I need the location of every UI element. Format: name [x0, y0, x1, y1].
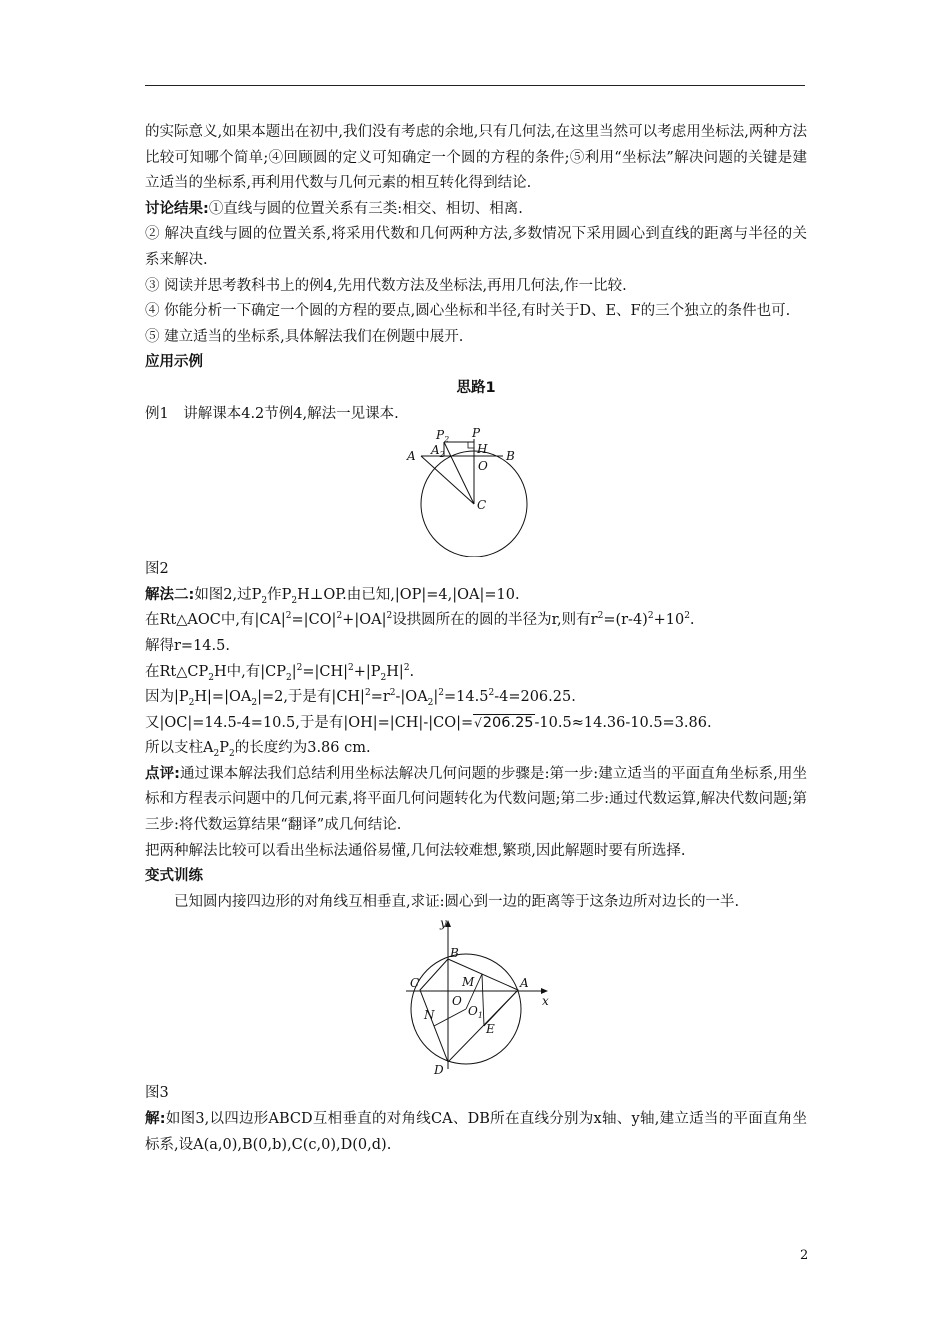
- discussion-result-1: 讨论结果:①直线与圆的位置关系有三类:相交、相切、相离.: [145, 200, 523, 217]
- figure-3-caption: 图3: [145, 1085, 169, 1102]
- solution-2-line-3: 解得r=14.5.: [145, 637, 230, 654]
- page-number: 2: [800, 1248, 809, 1263]
- square-root: √206.25: [474, 714, 534, 731]
- fig2-label-o: O: [478, 459, 488, 474]
- fig3-label-o1: $O_1$: [468, 1004, 483, 1021]
- solution-paragraph: 解:如图3,以四边形ABCD互相垂直的对角线CA、DB所在直线分别为x轴、y轴,建立适当的平面直角坐标系,设A(a,0),B(0,b),C(c,0),D(0,d).: [145, 1111, 807, 1153]
- page-content: [145, 120, 807, 1158]
- figure-2-caption: 图2: [145, 561, 169, 578]
- solution-label: 解:: [145, 1111, 166, 1128]
- section-heading-variant: 变式训练: [145, 868, 203, 885]
- fig3-label-c: C: [410, 976, 420, 991]
- solution-2-line-6: 又|OC|=14.5-4=10.5,于是有|OH|=|CH|-|CO|=√206.25-10.5≈14.36-10.5=3.86.: [145, 714, 712, 731]
- fig3-label-e: E: [486, 1022, 495, 1037]
- fig3-label-x: x: [542, 994, 549, 1009]
- solution-2-line-5: 因为$|P_2H|=|OA_2|=2$,于是有$|CH|^2=r^2-|OA_2|^2=14.5^2-4=206.25$.: [145, 688, 576, 708]
- discussion-result-5: ⑤ 建立适当的坐标系,具体解法我们在例题中展开.: [145, 328, 464, 345]
- fig3-label-o: O: [452, 994, 462, 1009]
- fig3-label-m: M: [462, 975, 475, 990]
- fig2-label-a: A: [407, 449, 416, 464]
- discussion-label: 讨论结果:: [145, 200, 209, 217]
- figure-3-cyclic-quadrilateral: [396, 919, 556, 1079]
- fig2-segment-ac: [421, 456, 474, 504]
- discussion-result-3: ③ 阅读并思考教科书上的例4,先用代数方法及坐标法,再用几何法,作一比较.: [145, 277, 627, 294]
- fig3-label-y: y: [440, 919, 447, 931]
- figure-2-circle-arch: [396, 427, 556, 557]
- discussion-result-2: ② 解决直线与圆的位置关系,将采用代数和几何两种方法,多数情况下采用圆心到直线的距离与半径的关系来解决.: [145, 226, 807, 268]
- solution-2-line-4: 在$Rt\triangle CP_2H$中,有$|CP_2|^2=|CH|^2+|P_2H|^2$.: [145, 662, 415, 683]
- paragraph-intro: 的实际意义,如果本题出在初中,我们没有考虑的余地,只有几何法,在这里当然可以考虑用坐标法,两种方法比较可知哪个简单;④回顾圆的定义可知确定一个圆的方程的条件;⑤利用“坐标法”解决问题的关键是建立适当的坐标系,再利用代数与几何元素的相互转化得到结论.: [145, 124, 807, 192]
- fig3-segment-ae: [484, 990, 518, 1026]
- solution-2-line-7: 所以支柱$A_2P_2$的长度约为3.86 cm.: [145, 740, 371, 760]
- fig2-right-angle: [468, 442, 474, 448]
- idea-heading: 思路1: [456, 379, 496, 396]
- solution-2-line-1: 解法二:如图2,过$P_2$作$P_2H\perp OP$.由已知,|OP|=4,|OA|=10.: [145, 586, 520, 606]
- fig3-segment-o1n: [434, 1009, 466, 1026]
- comment-label: 点评:: [145, 765, 180, 782]
- fig3-label-b: B: [450, 946, 459, 961]
- fig2-label-p: P: [472, 427, 481, 441]
- section-heading-apply: 应用示例: [145, 354, 203, 371]
- example-1: 例1 讲解课本4.2节例4,解法一见课本.: [145, 405, 399, 422]
- fig2-label-h: H: [477, 442, 488, 457]
- fig2-label-c: C: [477, 498, 487, 513]
- fig2-label-b: B: [506, 449, 515, 464]
- fig3-label-a: A: [520, 976, 529, 991]
- solution-2-label: 解法二:: [145, 586, 195, 603]
- fig3-label-d: D: [434, 1063, 444, 1078]
- fig2-label-a2: $A_2$: [431, 443, 445, 460]
- comment-paragraph: 点评:通过课本解法我们总结利用坐标法解决几何问题的步骤是:第一步:建立适当的平面直角坐标系,用坐标和方程表示问题中的几何元素,将平面几何问题转化为代数问题;第二步:通过代数运算,解决代数问题;第三步:将代数运算结果“翻译”成几何结论.: [145, 765, 807, 834]
- discussion-result-4: ④ 你能分析一下确定一个圆的方程的要点,圆心坐标和半径,有时关于D、E、F的三个独立的条件也可.: [145, 303, 791, 320]
- solution-2-line-2: 在Rt△AOC中,有$|CA|^2=|CO|^2+|OA|^2$设拱圆所在的圆的半径为r,则有$r^2=(r-4)^2+10^2$.: [145, 611, 695, 629]
- header-rule: [145, 85, 805, 86]
- compare-paragraph: 把两种解法比较可以看出坐标法通俗易懂,几何法较难想,繁琐,因此解题时要有所选择.: [145, 842, 686, 859]
- variant-problem: 已知圆内接四边形的对角线互相垂直,求证:圆心到一边的距离等于这条边所对边长的一半.: [174, 893, 740, 910]
- fig3-label-n: N: [424, 1008, 435, 1023]
- fig2-label-p2: $P_2$: [436, 428, 450, 445]
